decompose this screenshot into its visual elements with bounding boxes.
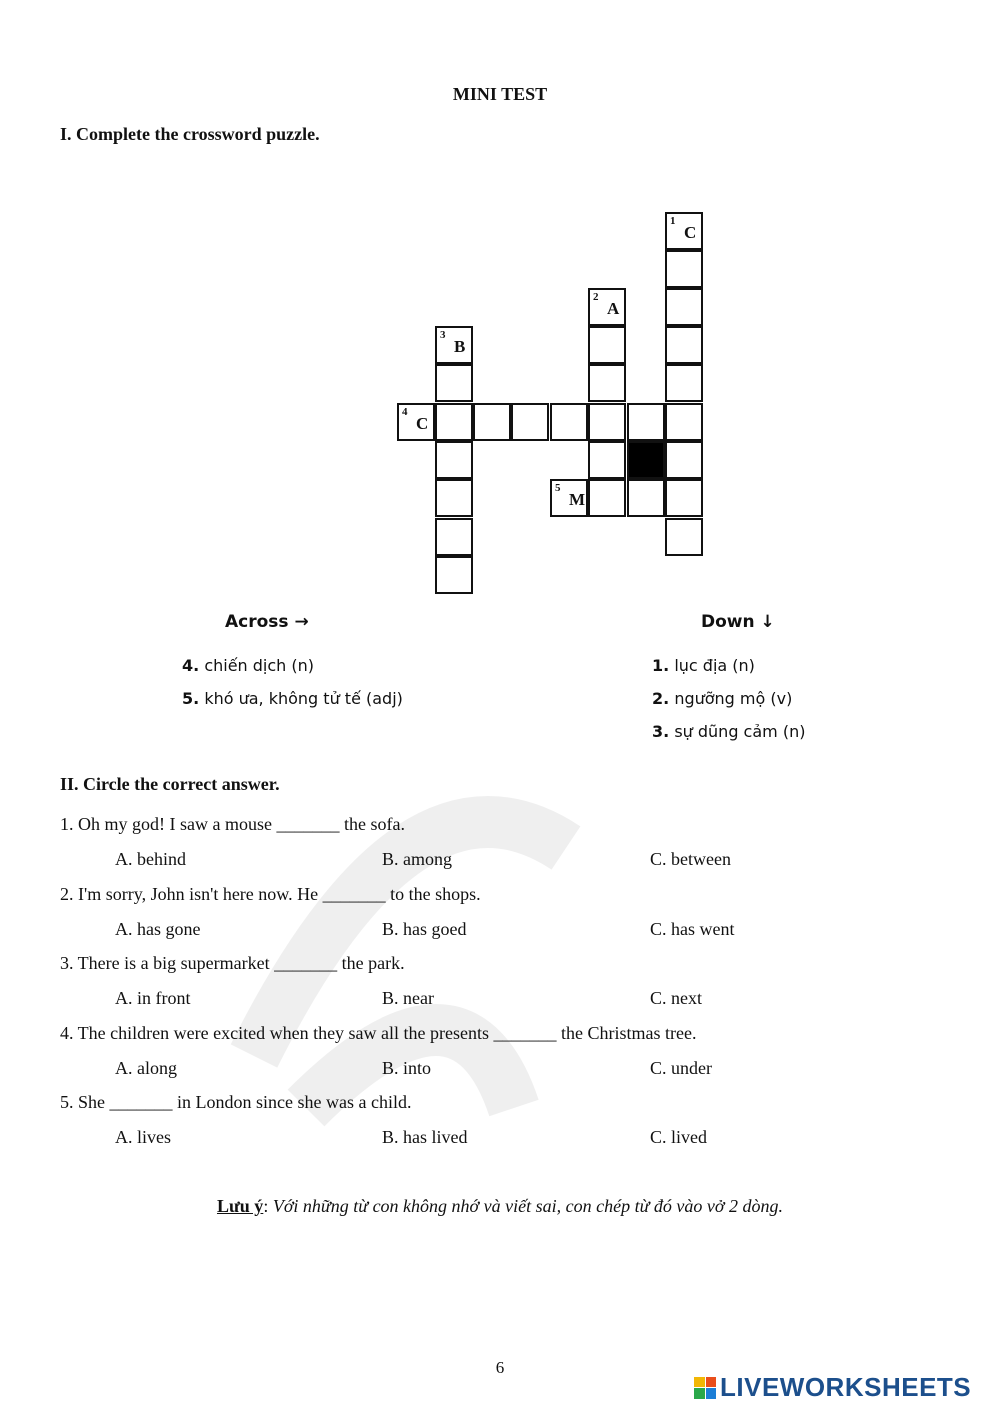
crossword-cell[interactable] [511, 403, 549, 441]
crossword-cell[interactable] [627, 479, 665, 517]
option-b[interactable]: B. has lived [382, 1127, 468, 1147]
crossword-cell[interactable] [588, 479, 626, 517]
option-b[interactable]: B. near [382, 988, 434, 1008]
crossword-cell[interactable] [665, 403, 703, 441]
option-c[interactable]: C. next [650, 988, 702, 1008]
crossword-cell[interactable] [435, 556, 473, 594]
option-b[interactable]: B. among [382, 849, 452, 869]
crossword-cell[interactable] [588, 288, 626, 326]
clue-number: 4. [182, 656, 200, 675]
across-heading: Across → [225, 612, 309, 632]
cell-letter: M [569, 490, 586, 509]
clue-text: ngưỡng mộ (v) [674, 689, 793, 708]
option-b[interactable]: B. into [382, 1058, 432, 1078]
question-4: 4. The children were excited when they saw all the presents _______ the Christmas tree. [60, 1023, 697, 1043]
crossword-cell[interactable] [435, 518, 473, 556]
brand-logo-icon [694, 1377, 716, 1399]
option-a[interactable]: A. has gone [115, 919, 201, 939]
crossword-cell[interactable] [397, 403, 435, 441]
down-clue [652, 722, 805, 741]
question-5: 5. She _______ in London since she was a child. [60, 1092, 412, 1112]
crossword-cell[interactable] [473, 403, 511, 441]
question-1: 1. Oh my god! I saw a mouse _______ the sofa. [60, 814, 405, 834]
option-a[interactable]: A. along [115, 1058, 177, 1078]
crossword-cell[interactable] [588, 403, 626, 441]
crossword-grid [0, 0, 1000, 600]
clue-number: 2 [593, 291, 599, 303]
note-separator: : [263, 1196, 273, 1216]
option-c[interactable]: C. has went [650, 919, 735, 939]
note-label: Lưu ý [216, 1196, 264, 1216]
question-2: 2. I'm sorry, John isn't here now. He _______ to the shops. [60, 884, 481, 904]
option-c[interactable]: C. under [650, 1058, 712, 1078]
clue-text: chiến dịch (n) [204, 656, 315, 675]
option-c[interactable]: C. lived [650, 1127, 707, 1147]
cell-letter: A [607, 299, 620, 318]
clue-number: 1 [670, 215, 676, 227]
crossword-cell[interactable] [665, 479, 703, 517]
crossword-cell[interactable] [665, 212, 703, 250]
crossword-cell[interactable] [665, 518, 703, 556]
cell-letter: B [454, 337, 466, 356]
crossword-cell[interactable] [665, 441, 703, 479]
page-number: 6 [495, 1358, 505, 1377]
clue-text: sự dũng cảm (n) [674, 722, 806, 741]
crossword-cell[interactable] [665, 288, 703, 326]
crossword-cell[interactable] [435, 326, 473, 364]
clue-text: khó ưa, không tử tế (adj) [204, 689, 403, 708]
section-1-heading: I. Complete the crossword puzzle. [60, 124, 320, 144]
option-a[interactable]: A. behind [115, 849, 186, 869]
liveworksheets-brand[interactable] [694, 1372, 971, 1403]
option-a[interactable]: A. in front [115, 988, 191, 1008]
cell-letter: C [416, 414, 429, 433]
crossword-cell[interactable] [588, 441, 626, 479]
crossword-cell[interactable] [435, 403, 473, 441]
crossword-cell[interactable] [627, 403, 665, 441]
clue-number: 4 [402, 406, 408, 418]
crossword-cell[interactable] [550, 479, 588, 517]
question-3: 3. There is a big supermarket _______ the park. [60, 953, 405, 973]
clue-number: 1. [652, 656, 670, 675]
crossword-cell[interactable] [435, 441, 473, 479]
clue-text: lục địa (n) [674, 656, 755, 675]
brand-name: LIVEWORKSHEETS [720, 1372, 972, 1402]
crossword-cell[interactable] [550, 403, 588, 441]
crossword-cell[interactable] [665, 326, 703, 364]
crossword-cell[interactable] [588, 364, 626, 402]
crossword-black-cell [627, 441, 665, 479]
cell-letter: C [684, 223, 697, 242]
crossword-cell[interactable] [435, 364, 473, 402]
note-text: Với những từ con không nhớ và viết sai, con chép từ đó vào vở 2 dòng. [272, 1196, 783, 1216]
crossword-cell[interactable] [435, 479, 473, 517]
clue-number: 3 [440, 329, 446, 341]
crossword-cell[interactable] [588, 326, 626, 364]
across-clue [182, 689, 403, 708]
across-clue [182, 656, 314, 675]
option-a[interactable]: A. lives [115, 1127, 171, 1147]
crossword-cell[interactable] [665, 364, 703, 402]
option-b[interactable]: B. has goed [382, 919, 467, 939]
down-clue [652, 656, 755, 675]
option-c[interactable]: C. between [650, 849, 731, 869]
clue-number: 2. [652, 689, 670, 708]
clue-number: 5 [555, 482, 561, 494]
down-heading: Down ↓ [701, 612, 775, 632]
clue-number: 5. [182, 689, 200, 708]
page-title: MINI TEST [452, 84, 548, 104]
clue-number: 3. [652, 722, 670, 741]
footnote [0, 1196, 1000, 1217]
section-2-heading: II. Circle the correct answer. [60, 774, 280, 794]
down-clue [652, 689, 792, 708]
crossword-cell[interactable] [665, 250, 703, 288]
